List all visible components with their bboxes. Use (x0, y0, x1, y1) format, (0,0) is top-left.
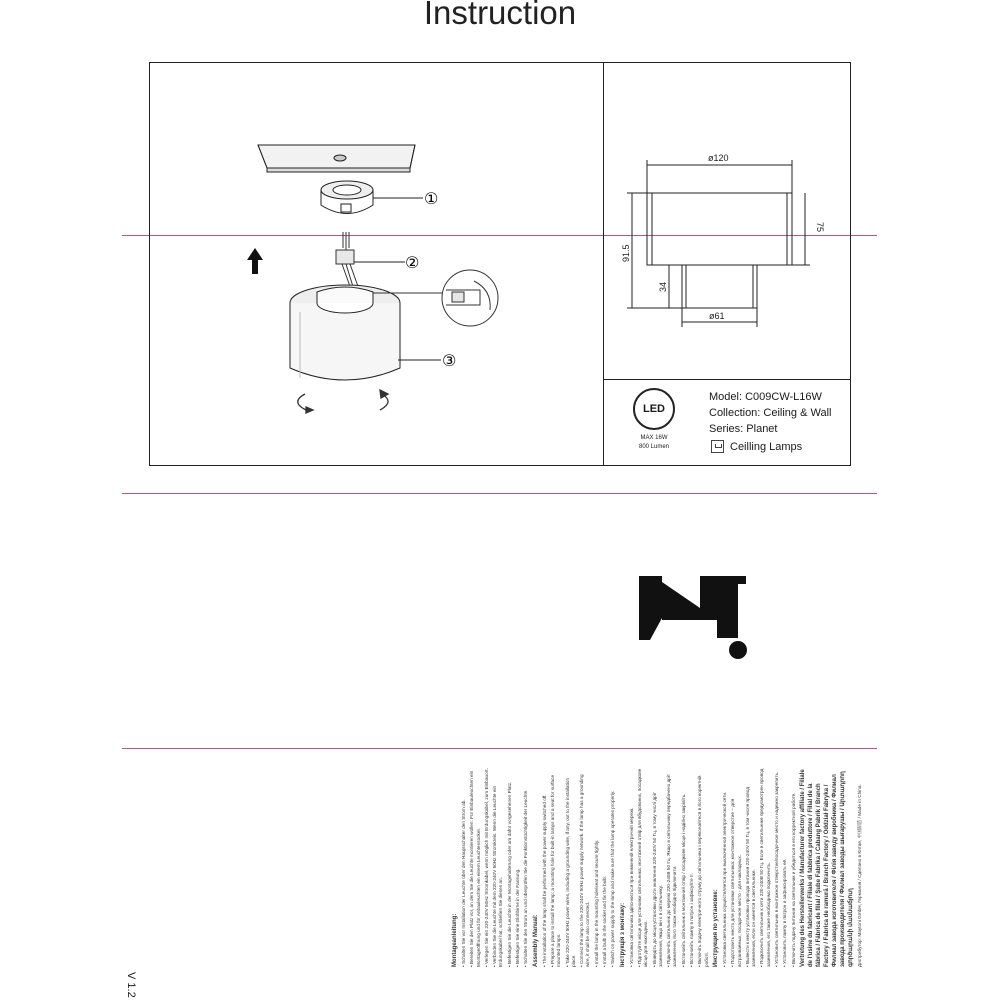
manual-ua-4: • Підключіть світильник до мережі 220-240В 50 Гц. Якщо в світильнику передбачено дріт заземлення, його також необхідно підключити. (666, 773, 678, 967)
manual-ua-1: • Установка світильника здійснюється при вимкненій електричній мережі. (628, 807, 634, 967)
factory-text: Дистрибутор: Maytoni GmbH, Германия / Сделано в Китае, 中国制造 / Made in China. (856, 784, 862, 967)
manual-ru-1: • Установка светильника осуществляется при выключенной электрической сети. (721, 791, 727, 967)
manual-de-2: • Bereiten Sie den Platz vor, an dem Sie die Leuchte montieren wollen: Für Einbauleuchten ein Montageöffnung und für Anbauleuchten ein einem Leuchtensockel. (469, 770, 481, 967)
category-label: Ceilling Lamps (730, 440, 803, 453)
brand-logo (639, 576, 747, 659)
dimension-drawing (627, 160, 810, 327)
manual-title-en: Assembly Manual: (532, 914, 539, 967)
dimension-total-height: 91.5 (621, 244, 631, 262)
manual-de-7: • Schalten Sie den Strom an und überprüfen Sie die Funktionstüchtigkeit der Leuchte. (523, 789, 529, 967)
lumen: 800 Lumen (638, 444, 670, 450)
factory-title: Vertretung des Herstellerwerks / Manufacturer factory affiliate / Filiale de l'usine du fabricant / Filiale di fabbrica produttore / Filial de la fábrica / Fábrica de filial / Şube Fabrika / Cabang Pabrik / Branch Factory / Fabrica de ramură / Branch Factory / Oddział Fabryka / Филиал завода изготовителя / Філія заводу виробника / Филиал завода производителя / Филиал заводы шығарушы / Արտադրող գործարանի մասնաճյուղ (799, 769, 854, 967)
manual-en-5: • Install the lamp in the mounting hole/seat and secure tightly. (593, 839, 599, 967)
series: Series: Planet (709, 423, 778, 435)
manual-title-ua: Інструкція з монтажу: (619, 902, 626, 967)
dimension-body-height: 75 (815, 222, 825, 233)
manual-ru-2: • Подготовить место для установки светильника: монтажное отверстие – для встраиваемых, посадочное место - для накладных. (730, 798, 742, 967)
manual-ua-5: • Встановіть світильник в монтажний отвір / посадкове місце і надійно закріпіть. (680, 793, 686, 967)
manual-ru-4: • Подключить светильник к сети 220-240В 50 Гц. Если в светильнике предусмотрен провод заземления, его также необходимо подключить. (759, 768, 771, 967)
mounting-plate (258, 145, 415, 172)
manual-en-6: • Install a bulb in the socket and fix the bulb. (602, 875, 608, 967)
led-label: LED (643, 403, 665, 415)
manual-ua-2: • Підготуйте місце для установки світильника: монтажний отвір для вбудованих, посадкове місце для накладних. (636, 768, 649, 967)
up-arrow-icon (247, 248, 263, 274)
callout-number-1: ① (424, 189, 439, 208)
dimension-bottom-width: ø61 (709, 311, 725, 321)
version-label: V 1.2 (125, 972, 137, 998)
manual-en-1: • The installation of the lamp shall be performed with the power supply switched off. (541, 794, 547, 967)
manual-en-7: • Switch on power supply to the lamp and make sure that the lamp operates properly. (610, 790, 616, 967)
manual-de-4: • Verbinden Sie die Leuchte mit dem 220-240V 50Hz Stromkreis. Wenn die Leuchte ein Erdungskabel hat, schließen Sie dieses an. (492, 785, 504, 967)
manual-ua-3: • Виведіть до місця установки дроти живлення 220-240V 50 Гц, в тому числі дріт заземлення, якщо він є в світильнику. (651, 792, 663, 967)
manual-title-ru: Инструкция по установке: (712, 889, 719, 967)
manual-ru-5: • Установить светильник в монтажное отверстие/посадочное место и надежно закрепить. (773, 771, 779, 967)
manual-en-4: • Connect the lamp to the 220-240V 50Hz power supply network. If the lamp has a grounding wire, it shall be also connected. (579, 774, 591, 967)
ring-bracket (321, 181, 373, 214)
rotate-arrows-icon (298, 390, 388, 413)
led-spec-block (612, 388, 696, 452)
dimension-top-width: ø120 (708, 153, 729, 163)
category (711, 440, 802, 453)
model: Model: C009CW-L16W (709, 391, 822, 403)
manual-de-5: • Befestigen Sie die Leuchte in der Montagehalterung oder am dafür vorgesehenen Platz. (506, 781, 512, 967)
callout-number-2: ② (405, 253, 420, 272)
manual-title-de: Montageanleitung: (452, 913, 458, 967)
callout-number-3: ③ (442, 351, 457, 370)
manual-ua-7: • Включіть подачу електричного струму до світильника і переконайтеся в його коректній роботі. (697, 775, 709, 967)
ceiling-lamp-icon (711, 440, 724, 453)
manual-de-6: • Befestigen Sie eine Glühbirne in der Fassung. (515, 868, 521, 967)
manual-en-2: • Prepare a place to install the lamp: a mounting hole for built-in lamps and a seat for surface mounted lamps. (549, 774, 562, 967)
manual-de-3: • Verlegen Sie ein 220-240V 50Hz Stromkabel, wenn möglich mit Erdungskabel, zum Einbauort. (483, 768, 489, 967)
collection: Collection: Ceiling & Wall (709, 407, 832, 419)
page-title: Instruction (423, 0, 577, 31)
led-badge-icon (633, 388, 675, 430)
manual-en-3: • Take 220-240V 50Hz power wires, including a grounding wire, if any, out to the installation place. (564, 777, 576, 967)
manual-text-rotated (451, 767, 862, 967)
product-info (709, 389, 831, 437)
manual-ru-6: • Установить лампу в патрон и зафиксировать её. (782, 858, 788, 967)
manual-text-area (232, 748, 862, 967)
manual-ru-7: • Включить подачу питания на светильник и убедиться в его корректной работе. (790, 792, 796, 967)
manual-ua-6: • Встановіть лампу в патрон і зафіксуйте її. (689, 873, 695, 967)
manual-ru-3: • Вывести к месту установки провода питания 220-240V 50 Гц, в том числе провод заземления, если он имеется в светильнике. (744, 787, 757, 967)
max-power: MAX 16W (640, 435, 668, 441)
dimension-lower-height: 34 (658, 281, 668, 292)
lamp-body (290, 285, 400, 380)
manual-de-1: • Schalten Sie vor Installation der Leuchte über den Hauptschalter den Strom ab. (461, 799, 466, 967)
